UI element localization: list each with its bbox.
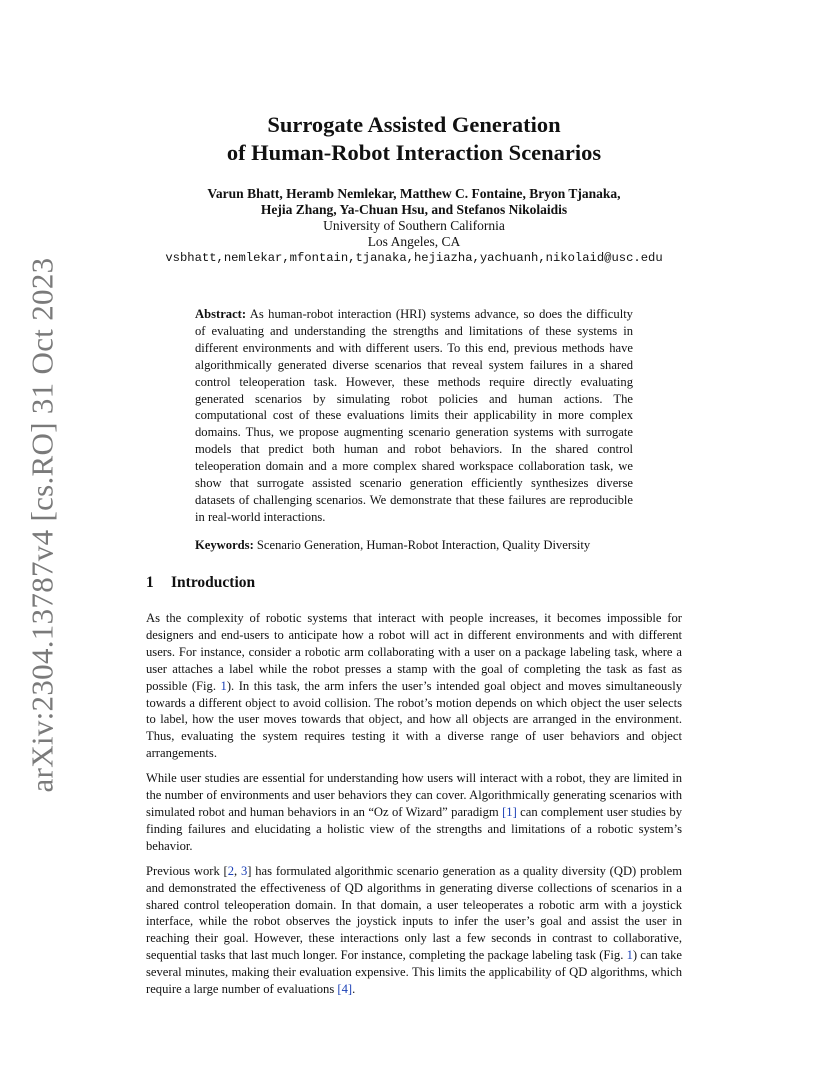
citation-link-3[interactable]: 3 [240,863,248,878]
abstract-text: As human-robot interaction (HRI) systems advance, so does the difficulty of evaluating and understanding the strengths and limitations of these systems in different environments and with different users. To this end, previous methods have algorithmically generated diverse scenarios that reveal system failures in a shared control teleoperation task. However, these methods require directly evaluating generated scenarios by simulating robot policies and human actions. The computational cost of these evaluations limits their applicability in more complex domains. Thus, we propose augmenting scenario generation systems with surrogate models that predict both human and robot behaviors. In the shared control teleoperation domain and a more complex shared workspace collaboration task, we show that surrogate assisted scenario generation efficiently synthesizes diverse datasets of challenging scenarios. We demonstrate that these failures are reproducible in real-world interactions. [195,307,633,524]
paper-title [0,111,828,167]
title-line-1: Surrogate Assisted Generation [267,112,561,137]
affiliation: University of Southern California [323,218,505,233]
p3-text-d: . [352,982,356,997]
citation-link-2[interactable]: 2 [227,863,235,878]
abstract [195,306,633,526]
section-title: Introduction [171,574,256,591]
section-number: 1 [146,574,154,591]
arxiv-identifier: arXiv:2304.13787v4 [cs.RO] 31 Oct 2023 [24,257,60,793]
authors-line-1: Varun Bhatt, Heramb Nemlekar, Matthew C. Fontaine, Bryon Tjanaka, [207,186,621,201]
authors-line-2: Hejia Zhang, Ya-Chuan Hsu, and Stefanos Nikolaidis [260,202,568,217]
abstract-label: Abstract: [195,307,247,321]
p3-text-c: ) can take several minutes, making their evaluation expensive. This limits the applicability of QD algorithms, which require a large number of evaluations [146,948,682,997]
citation-link-4[interactable]: [4] [337,982,353,997]
p3-text-a: Previous work [ [146,863,228,878]
figure-link-1[interactable]: 1 [220,678,227,693]
p1-text-a: As the complexity of robotic systems that interact with people increases, it becomes impossible for designers and end-users to anticipate how a robot will act in different environments and with different users. For instance, consider a robotic arm collaborating with a user on a package labeling task, where a user attaches a label while the robot presses a stamp with the goal of completing the task as fast as possible (Fig. [146,611,682,693]
paragraph-2 [146,770,682,855]
p2-text-b: can complement user studies by finding failures and elucidating a holistic view of the strengths and limitations of a robotic system’s behavior. [146,804,682,853]
keywords [195,537,635,553]
section-heading [146,574,255,592]
title-line-2: of Human-Robot Interaction Scenarios [226,140,602,165]
arxiv-side-stamp [22,257,62,793]
paragraph-1 [146,610,682,762]
p3-text-b: ] has formulated algorithmic scenario generation as a quality diversity (QD) problem and demonstrated the effectiveness of QD algorithms in generating diverse collections of scenarios in a shared control teleoperation domain. In that domain, a user teleoperates a robotic arm with a joystick interface, while the robot observes the joystick inputs to infer the user’s goal and assist the user in reaching their goal. However, these interactions only last a few seconds in contrast to collaborative, sequential tasks that last much longer. For instance, completing the package labeling task (Fig. [146,863,683,963]
keywords-label: Keywords: [195,538,254,552]
p1-text-b: ). In this task, the arm infers the user’s intended goal object and moves simultaneously towards a different object to avoid collision. The robot’s motion depends on which object the user selects to label, how the user moves towards that object, and how all objects are arranged in the environment. Thus, evaluating the system requires testing it with a diverse range of user behaviors and object arrangements. [146,678,682,761]
figure-link-2[interactable]: 1 [626,948,633,963]
paragraph-3 [146,863,682,998]
location: Los Angeles, CA [367,234,461,249]
emails: vsbhatt,nemlekar,mfontain,tjanaka,hejiazha,yachuanh,nikolaid@usc.edu [165,251,663,265]
p2-text-a: While user studies are essential for understanding how users will interact with a robot, they are limited in the number of environments and user behaviors they can cover. Algorithmically generating scenarios with simulated robot and human behaviors in an “Oz of Wizard” paradigm [146,771,682,819]
introduction-body [146,610,682,1006]
citation-link-1[interactable]: [1] [502,804,517,819]
keywords-text: Scenario Generation, Human-Robot Interaction, Quality Diversity [256,538,591,552]
author-block [0,186,828,266]
p3-separator: , [234,863,241,878]
